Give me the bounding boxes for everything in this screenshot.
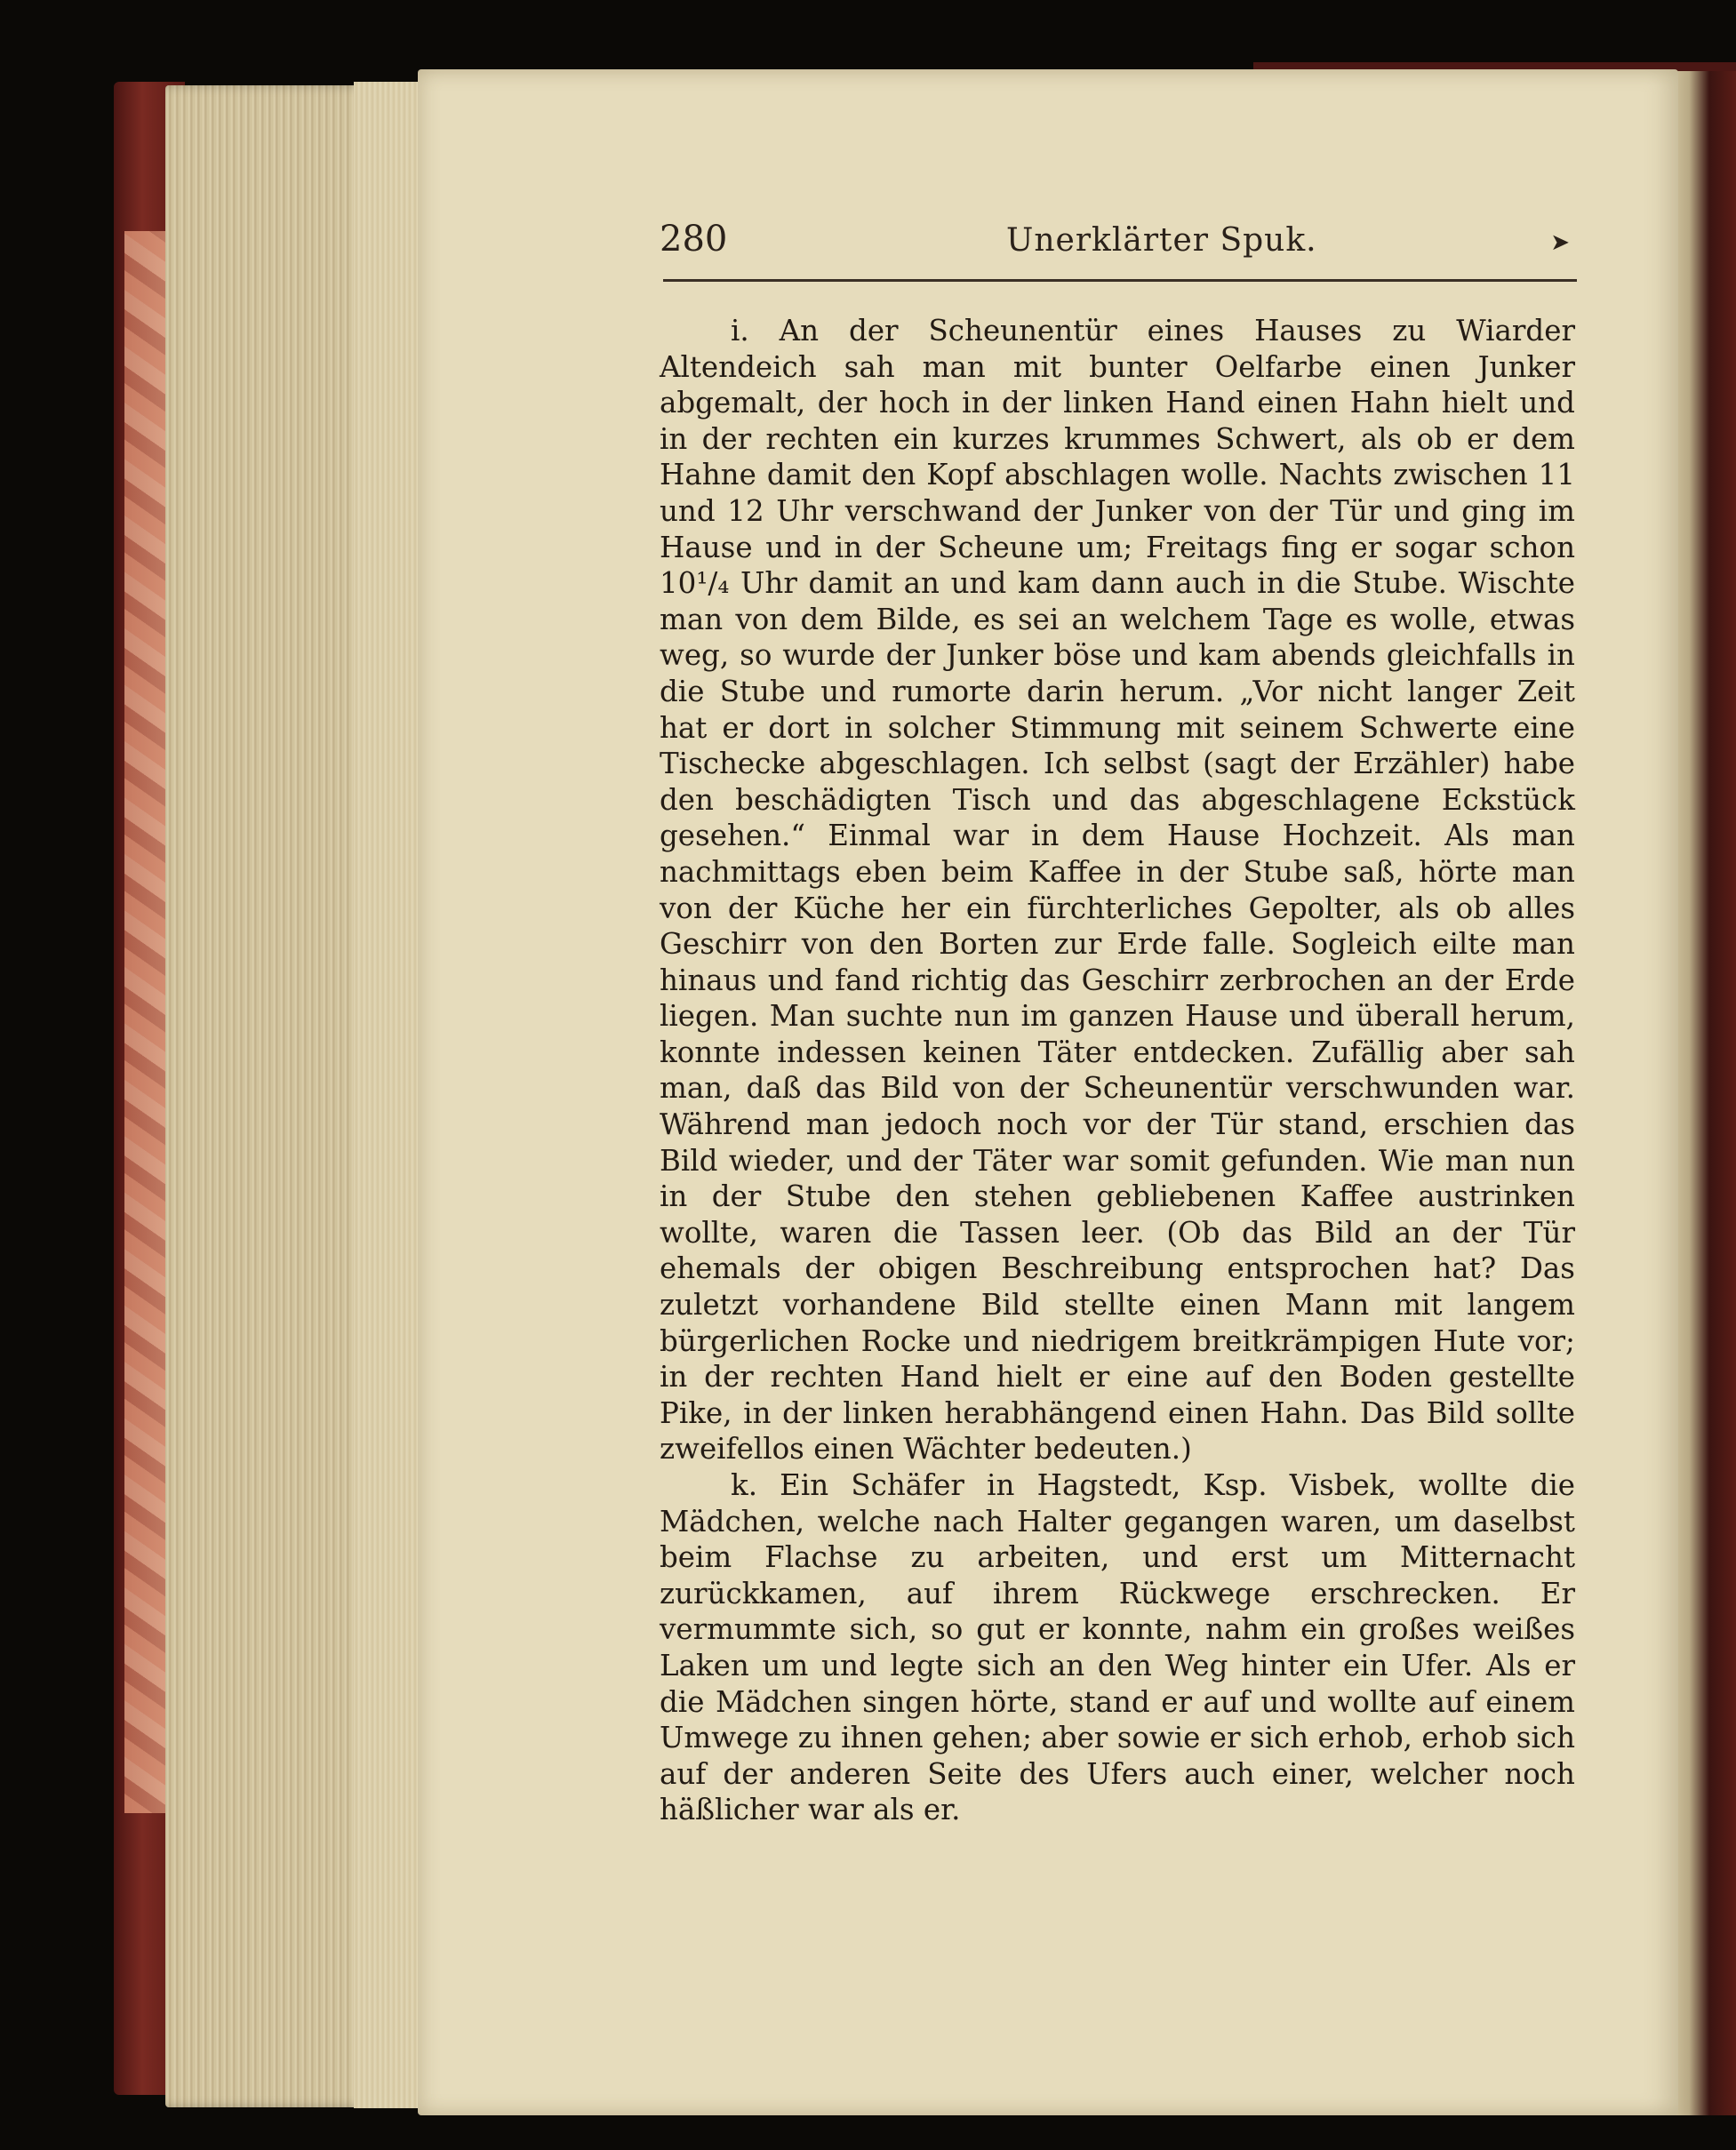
running-title: Unerklärter Spuk. bbox=[1006, 222, 1317, 259]
paragraph-i: i. An der Scheunentür eines Hauses zu Wiarder Altendeich sah man mit bunter Oelfarbe einen Junker abgemalt, der hoch in der linken Hand einen Hahn hielt und in der rechten ein kurzes krummes Schwert, als ob er dem Hahne damit den Kopf abschlagen wolle. Nachts zwischen 11 und 12 Uhr verschwand der Junker von der Tür und ging im Hause und in der Scheune um; Freitags fing er sogar schon 10¹/₄ Uhr damit an und kam dann auch in die Stube. Wischte man von dem Bilde, es sei an welchem Tage es wolle, etwas weg, so wurde der Junker böse und kam abends gleichfalls in die Stube und rumorte darin herum. „Vor nicht langer Zeit hat er dort in solcher Stimmung mit seinem Schwerte eine Tischecke abgeschlagen. Ich selbst (sagt der Erzähler) habe den beschädigten Tisch und das abgeschlagene Eckstück gesehen.“ Einmal war in dem Hause Hochzeit. Als man nachmittags eben beim Kaffee in der Stube saß, hörte man von der Küche her ein fürchterliches Gepolter, als ob alles Geschirr von den Borten zur Erde falle. Sogleich eilte man hinaus und fand richtig das Geschirr zerbrochen an der Erde liegen. Man suchte nun im ganzen Hause und überall herum, konnte indessen keinen Täter entdecken. Zufällig aber sah man, daß das Bild von der Scheunentür verschwunden war. Während man jedoch noch vor der Tür stand, erschien das Bild wieder, und der Täter war somit gefunden. Wie man nun in der Stube den stehen gebliebenen Kaffee austrinken wollte, waren die Tassen leer. (Ob das Bild an der Tür ehemals der obigen Beschreibung entsprochen hat? Das zuletzt vorhandene Bild stellte einen Mann mit langem bürgerlichen Rocke und niedrigem breitkrämpigen Hute vor; in der rechten Hand hielt er eine auf den Boden gestellte Pike, in der linken herabhängend einen Hahn. Das Bild sollte zweifellos einen Wächter bedeuten.) bbox=[660, 314, 1575, 1467]
paragraph-k: k. Ein Schäfer in Hagstedt, Ksp. Visbek, wollte die Mädchen, welche nach Halter gegangen waren, um daselbst beim Flachse zu arbeiten, und erst um Mitternacht zurückkamen, auf ihrem Rückwege erschrecken. Er vermummte sich, so gut er konnte, nahm ein großes weißes Laken um und legte sich an den Weg hinter ein Ufer. Als er die Mädchen singen hörte, stand er auf und wollte auf einem Umwege zu ihnen gehen; aber sowie er sich erhob, erhob sich auf der anderen Seite des Ufers auch einer, welcher noch häßlicher war als er. bbox=[660, 1468, 1575, 1827]
book-cover-right bbox=[1669, 71, 1736, 2115]
page-header bbox=[660, 217, 1580, 274]
body-text bbox=[660, 313, 1575, 1828]
page-edges bbox=[354, 82, 423, 2108]
header-rule bbox=[663, 279, 1577, 282]
flourish-mark: ➤ bbox=[1550, 229, 1570, 256]
page-number: 280 bbox=[660, 219, 728, 260]
